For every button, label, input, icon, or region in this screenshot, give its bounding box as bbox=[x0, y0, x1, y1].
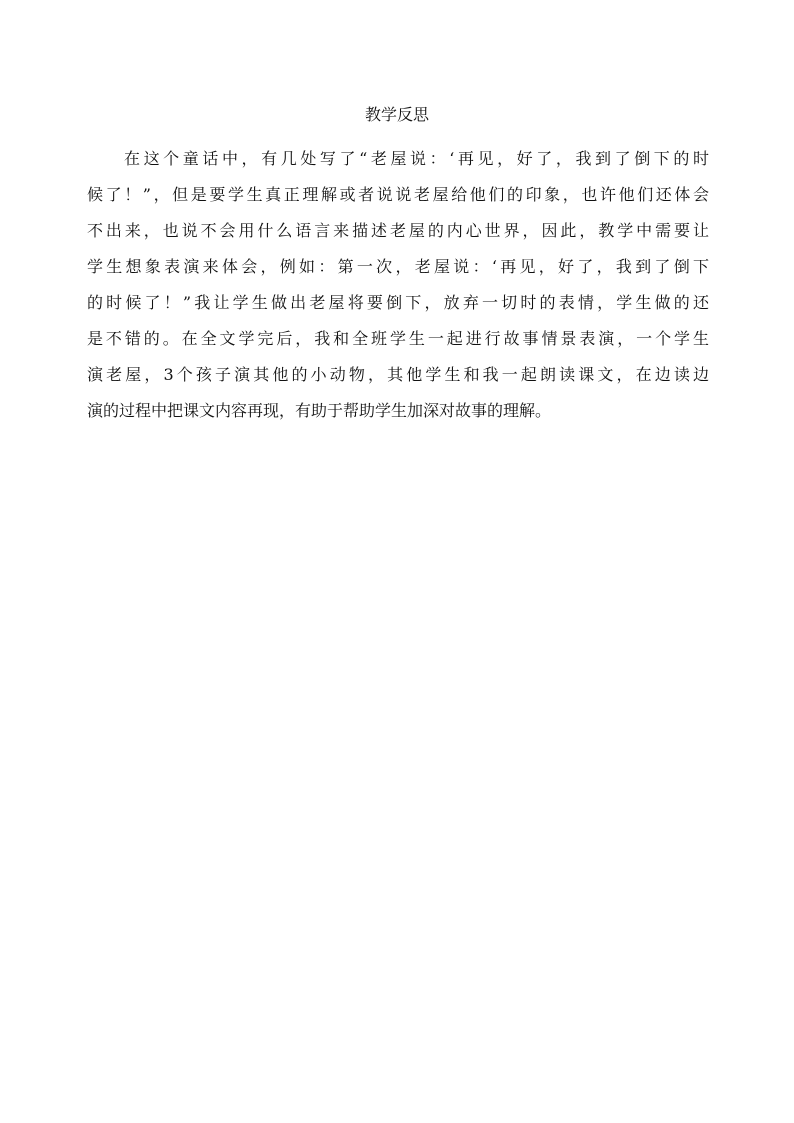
paragraph-line: 候了！”，但是要学生真正理解或者说说老屋给他们的印象，也许他们还体会 bbox=[87, 185, 709, 204]
document-title: 教学反思 bbox=[364, 105, 429, 124]
paragraph bbox=[87, 141, 709, 429]
paragraph-line: 演老屋，3个孩子演其他的小动物，其他学生和我一起朗读课文，在边读边 bbox=[87, 365, 709, 384]
paragraph-line: 不出来，也说不会用什么语言来描述老屋的内心世界，因此，教学中需要让 bbox=[87, 221, 709, 240]
paragraph-line: 演的过程中把课文内容再现，有助于帮助学生加深对故事的理解。 bbox=[87, 401, 552, 420]
paragraph-line: 的时候了！”我让学生做出老屋将要倒下，放弃一切时的表情，学生做的还 bbox=[87, 293, 709, 312]
paragraph-line: 是不错的。在全文学完后，我和全班学生一起进行故事情景表演，一个学生 bbox=[87, 329, 709, 348]
paragraph-line: 在这个童话中，有几处写了“老屋说：‘再见，好了，我到了倒下的时 bbox=[124, 149, 709, 168]
paragraph-line: 学生想象表演来体会，例如：第一次，老屋说：‘再见，好了，我到了倒下 bbox=[87, 257, 709, 276]
